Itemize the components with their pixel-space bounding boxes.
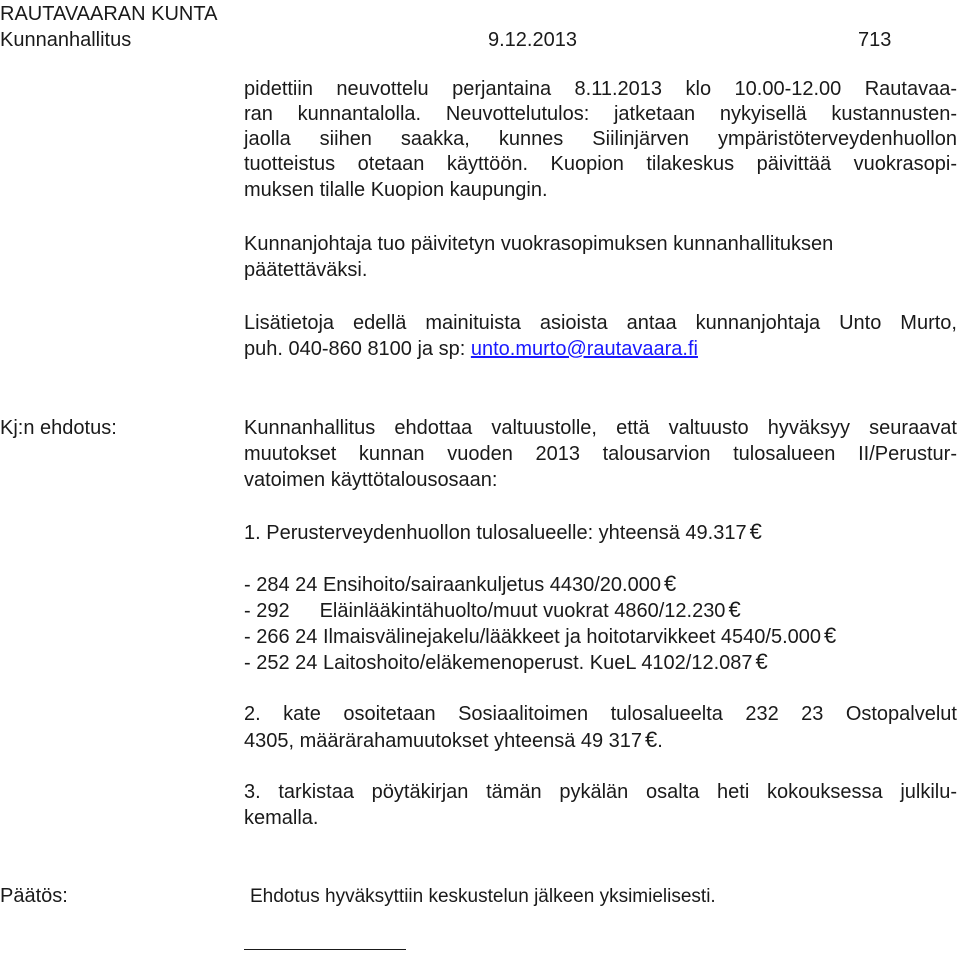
item-2-line-1: 2. kate osoitetaan Sosiaalitoimen tulosalueelta 232 23 Ostopalvelut xyxy=(244,703,957,725)
item-3-line-1: 3. tarkistaa pöytäkirjan tämän pykälän osalta heti kokouksessa julkilu- xyxy=(244,781,957,803)
euro-sign: € xyxy=(645,727,658,752)
para3-line-1: Lisätietoja edellä mainituista asioista antaa kunnanjohtaja Unto Murto, xyxy=(244,312,957,334)
sub-item-4-prefix: - 252 24 xyxy=(244,652,323,674)
sub-item-1 xyxy=(244,572,676,597)
euro-sign: € xyxy=(663,571,677,596)
proposal-item-1 xyxy=(244,520,762,545)
euro-sign: € xyxy=(728,597,741,622)
euro-sign: € xyxy=(755,649,768,674)
sub-item-1-text: Ensihoito/sairaankuljetus 4430/20.000 xyxy=(322,574,661,596)
sub-item-4 xyxy=(244,650,768,675)
intro-line-3: jaolla siihen saakka, kunnes Siilinjärven ympäristöterveydenhuollon xyxy=(244,128,957,150)
sub-item-3-prefix: - 266 24 xyxy=(244,626,323,648)
para2-line-1: Kunnanjohtaja tuo päivitetyn vuokrasopimuksen kunnanhallituksen xyxy=(244,233,834,255)
intro-line-2: ran kunnantalolla. Neuvottelutulos: jatketaan nykyisellä kustannusten- xyxy=(244,103,957,125)
sub-item-4-text: Laitoshoito/eläkemenoperust. KueL 4102/12.087 xyxy=(322,652,753,674)
sub-item-2-prefix: - 292 xyxy=(244,600,290,622)
signature-line xyxy=(244,949,406,950)
page-number: 713 xyxy=(858,29,892,51)
item-2-line-2: 4305, määrärahamuutokset yhteensä 49 317 €. xyxy=(244,727,663,752)
sub-item-2 xyxy=(244,598,741,623)
contact-phone-text: puh. 040-860 8100 ja sp: xyxy=(244,338,471,360)
email-link[interactable]: unto.murto@rautavaara.fi xyxy=(470,338,698,360)
decision-label: Päätös: xyxy=(0,885,68,907)
item-1-text: 1. Perusterveydenhuollon tulosalueelle: yhteensä 49.317 xyxy=(244,522,747,544)
municipality-name: RAUTAVAARAN KUNTA xyxy=(0,3,218,25)
proposal-line-2: muutokset kunnan vuoden 2013 talousarvion tulosalueen II/Perustur- xyxy=(244,443,957,465)
para2-line-2: päätettäväksi. xyxy=(244,259,368,281)
item-2-text: 4305, määrärahamuutokset yhteensä 49 317 xyxy=(244,730,643,752)
body-name: Kunnanhallitus xyxy=(0,29,132,51)
sub-item-2-text: Eläinlääkintähuolto/muut vuokrat 4860/12.230 xyxy=(319,600,726,622)
sub-item-1-prefix: - 284 24 xyxy=(244,574,323,596)
item-3-line-2: kemalla. xyxy=(244,807,319,829)
proposal-line-3: vatoimen käyttötalousosaan: xyxy=(244,469,498,491)
para3-line-2 xyxy=(244,337,698,361)
euro-sign: € xyxy=(749,519,762,544)
proposal-label: Kj:n ehdotus: xyxy=(0,417,117,439)
euro-sign: € xyxy=(824,623,837,648)
intro-line-1: pidettiin neuvottelu perjantaina 8.11.2013 klo 10.00-12.00 Rautavaa- xyxy=(244,78,957,100)
decision-text: Ehdotus hyväksyttiin keskustelun jälkeen yksimielisesti. xyxy=(250,886,716,907)
intro-line-4: tuotteistus otetaan käyttöön. Kuopion tilakeskus päivittää vuokrasopi- xyxy=(244,153,957,175)
meeting-date: 9.12.2013 xyxy=(488,29,577,51)
sub-item-3-text: Ilmaisvälinejakelu/lääkkeet ja hoitotarvikkeet 4540/5.000 xyxy=(322,626,822,648)
sub-item-3 xyxy=(244,624,836,649)
intro-line-5: muksen tilalle Kuopion kaupungin. xyxy=(244,179,548,201)
proposal-line-1: Kunnanhallitus ehdottaa valtuustolle, että valtuusto hyväksyy seuraavat xyxy=(244,417,957,439)
